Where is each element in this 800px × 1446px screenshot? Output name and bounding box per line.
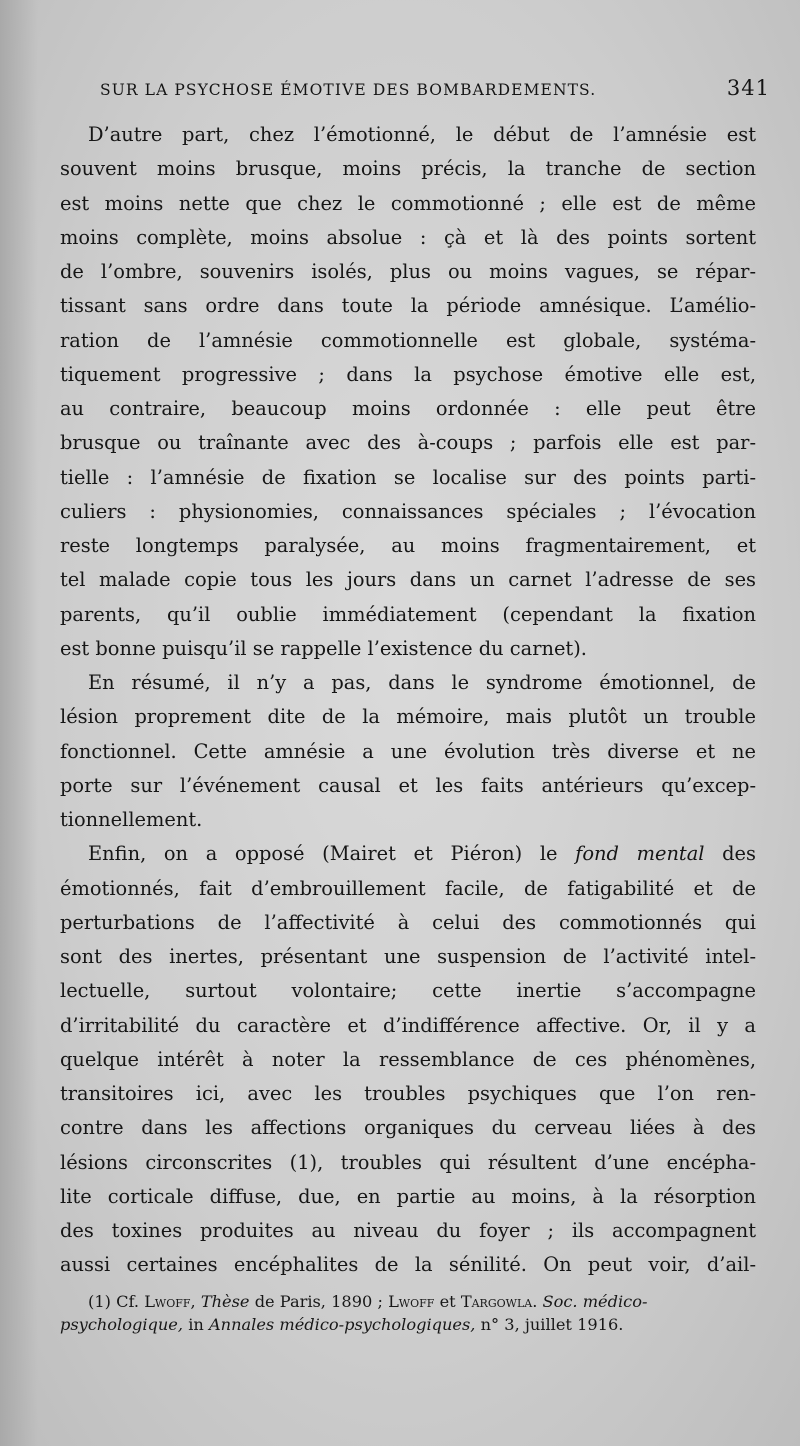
footnote-author: Lwoff — [388, 1292, 435, 1311]
footnote-marker: (1) Cf. — [88, 1292, 140, 1311]
footnote-text: in — [188, 1315, 204, 1334]
footnote-author: Targowla. — [460, 1292, 538, 1311]
text-line: lésions circonscrites (1), troubles qui résultent d’une encépha- — [60, 1150, 756, 1174]
text-line: reste longtemps paralysée, au moins fragmentairement, et — [60, 534, 756, 557]
text-line: lectuelle, surtout volontaire; cette inertie s’accompagne — [60, 979, 756, 1003]
page-number: 341 — [726, 76, 770, 100]
text-line: quelque intérêt à noter la ressemblance de ces phénomènes, — [60, 1047, 756, 1071]
text-line: ration de l’amnésie commotionnelle est globale, systéma- — [60, 328, 756, 352]
running-title: SUR LA PSYCHOSE ÉMOTIVE DES BOMBARDEMENTS. — [100, 81, 597, 99]
text-line: aussi certaines encéphalites de la sénilité. On peut voir, d’ail- — [60, 1253, 756, 1277]
page-header — [100, 76, 770, 100]
text-line: perturbations de l’affectivité à celui des commotionnés qui — [60, 910, 756, 934]
text-line: tissant sans ordre dans toute la période amnésique. L’amélio- — [60, 294, 756, 318]
footnote-text: n° 3, juillet 1916. — [480, 1315, 624, 1334]
footnote-journal: psychologique, — [60, 1315, 184, 1334]
text-line: contre dans les affections organiques du cerveau liées à des — [60, 1116, 756, 1140]
text-line: lésion proprement dite de la mémoire, mais plutôt un trouble — [60, 705, 756, 729]
text-line: est moins nette que chez le commotionné ; elle est de même — [60, 191, 756, 215]
text-line: En résumé, il n’y a pas, dans le syndrome émotionnel, de — [88, 671, 756, 694]
text-run: des — [722, 842, 756, 866]
page-shadow — [0, 0, 38, 1446]
text-line: parents, qu’il oublie immédiatement (cependant la fixation — [60, 602, 756, 626]
footnote-line — [60, 1313, 760, 1336]
text-line: tielle : l’amnésie de fixation se localise sur des points parti- — [60, 465, 756, 489]
text-line: lite corticale diffuse, due, en partie au moins, à la résorption — [60, 1184, 756, 1208]
text-line: culiers : physionomies, connaissances spéciales ; l’évocation — [60, 499, 756, 523]
text-line: tionnellement. — [60, 808, 203, 831]
footnote — [60, 1290, 760, 1336]
body-text — [60, 118, 756, 1283]
footnote-work: Thèse — [200, 1292, 250, 1311]
footnote-journal: Soc. médico- — [542, 1292, 648, 1311]
footnote-text: et — [439, 1292, 456, 1311]
footnote-author: Lwoff, — [144, 1292, 196, 1311]
text-line: transitoires ici, avec les troubles psychiques que l’on ren- — [60, 1082, 756, 1105]
footnote-line — [60, 1290, 760, 1313]
italic-term: fond mental — [575, 842, 705, 866]
text-line: est bonne puisqu’il se rappelle l’existence du carnet). — [60, 636, 587, 660]
text-line: fonctionnel. Cette amnésie a une évolution très diverse et ne — [60, 739, 756, 763]
text-line: moins complète, moins absolue : çà et là des points sortent — [60, 225, 756, 249]
footnote-text: de Paris, 1890 ; — [254, 1292, 383, 1311]
text-line: d’irritabilité du caractère et d’indifférence affective. Or, il y a — [60, 1013, 756, 1037]
text-line: de l’ombre, souvenirs isolés, plus ou moins vagues, se répar- — [60, 260, 756, 283]
text-line: souvent moins brusque, moins précis, la tranche de section — [60, 157, 756, 181]
text-line: émotionnés, fait d’embrouillement facile, de fatigabilité et de — [60, 876, 756, 900]
text-line: sont des inertes, présentant une suspension de l’activité intel- — [60, 945, 756, 968]
text-run: Enfin, on a opposé (Mairet et Piéron) le — [88, 842, 558, 866]
text-line: des toxines produites au niveau du foyer ; ils accompagnent — [60, 1219, 756, 1242]
footnote-journal: Annales médico-psychologiques, — [208, 1315, 476, 1334]
text-line — [60, 837, 756, 871]
text-line: tel malade copie tous les jours dans un carnet l’adresse de ses — [60, 568, 756, 592]
text-line: brusque ou traînante avec des à-coups ; parfois elle est par- — [60, 431, 756, 455]
text-line: au contraire, beaucoup moins ordonnée : elle peut être — [60, 397, 756, 420]
text-line: porte sur l’événement causal et les faits antérieurs qu’excep- — [60, 773, 756, 797]
text-line: tiquement progressive ; dans la psychose émotive elle est, — [60, 362, 756, 386]
text-line: D’autre part, chez l’émotionné, le début de l’amnésie est — [88, 123, 756, 146]
